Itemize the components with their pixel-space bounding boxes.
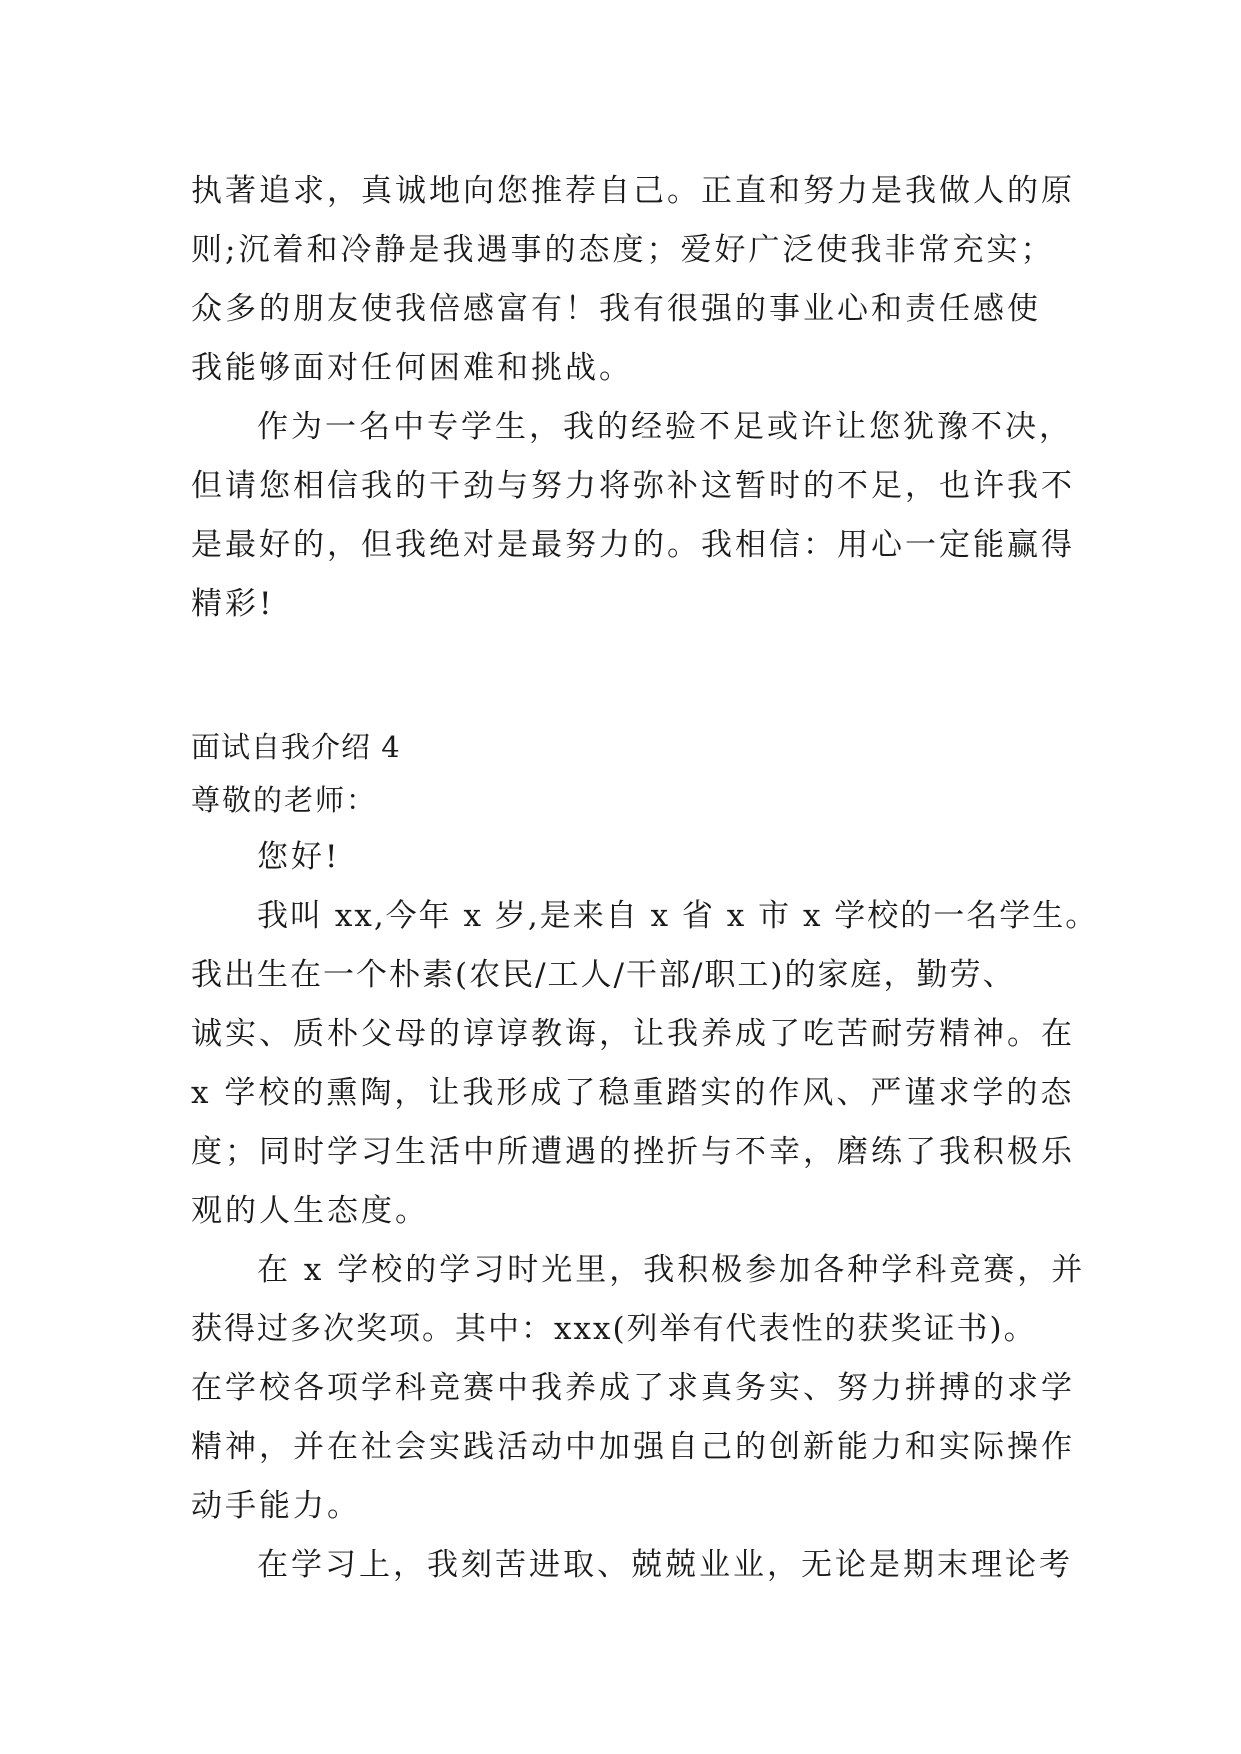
paragraph-line: 精神，并在社会实践活动中加强自己的创新能力和实际操作 bbox=[191, 1429, 1075, 1465]
paragraph-3 bbox=[191, 887, 1099, 1241]
paragraph-5 bbox=[191, 1536, 1073, 1595]
paragraph-line: 诚实、质朴父母的谆谆教诲，让我养成了吃苦耐劳精神。在 bbox=[191, 1016, 1075, 1052]
paragraph-line: 我叫 xx,今年 x 岁,是来自 x 省 x 市 x 学校的一名学生。 bbox=[257, 898, 1099, 934]
paragraph-line: 我能够面对任何困难和挑战。 bbox=[191, 350, 633, 386]
paragraph-line: 我出生在一个朴素(农民/工人/干部/职工)的家庭，勤劳、 bbox=[191, 957, 1016, 993]
paragraph-line: 但请您相信我的干劲与努力将弥补这暂时的不足，也许我不 bbox=[191, 468, 1075, 504]
paragraph-line: 动手能力。 bbox=[191, 1488, 361, 1524]
salutation: 尊敬的老师： bbox=[191, 783, 378, 817]
paragraph-line: 度；同时学习生活中所遭遇的挫折与不幸，磨练了我积极乐 bbox=[191, 1134, 1075, 1170]
paragraph-2 bbox=[191, 398, 1075, 634]
section-title: 面试自我介绍 4 bbox=[191, 730, 401, 764]
paragraph-line: 获得过多次奖项。其中：xxx(列举有代表性的获奖证书)。 bbox=[191, 1311, 1037, 1347]
paragraph-4 bbox=[191, 1241, 1086, 1536]
paragraph-line: 作为一名中专学生，我的经验不足或许让您犹豫不决， bbox=[257, 409, 1073, 445]
paragraph-line: 精彩! bbox=[191, 586, 275, 622]
paragraph-line: 在学校各项学科竞赛中我养成了求真务实、努力拼搏的求学 bbox=[191, 1370, 1075, 1406]
document-body bbox=[191, 162, 1099, 1595]
greeting: 您好! bbox=[257, 839, 341, 875]
paragraph-line: 观的人生态度。 bbox=[191, 1193, 429, 1229]
paragraph-line: 是最好的，但我绝对是最努力的。我相信：用心一定能赢得 bbox=[191, 527, 1075, 563]
paragraph-line: 则;沉着和冷静是我遇事的态度；爱好广泛使我非常充实； bbox=[191, 232, 1055, 268]
paragraph-line: 众多的朋友使我倍感富有！我有很强的事业心和责任感使 bbox=[191, 291, 1041, 327]
paragraph-line: 在 x 学校的学习时光里，我积极参加各种学科竞赛，并 bbox=[257, 1252, 1086, 1288]
paragraph-line: 在学习上，我刻苦进取、兢兢业业，无论是期末理论考 bbox=[257, 1547, 1073, 1583]
paragraph-line: x 学校的熏陶，让我形成了稳重踏实的作风、严谨求学的态 bbox=[191, 1075, 1075, 1111]
paragraph-line: 执著追求，真诚地向您推荐自己。正直和努力是我做人的原 bbox=[191, 173, 1075, 209]
section-spacer bbox=[191, 634, 1051, 721]
paragraph-1 bbox=[191, 162, 1075, 398]
